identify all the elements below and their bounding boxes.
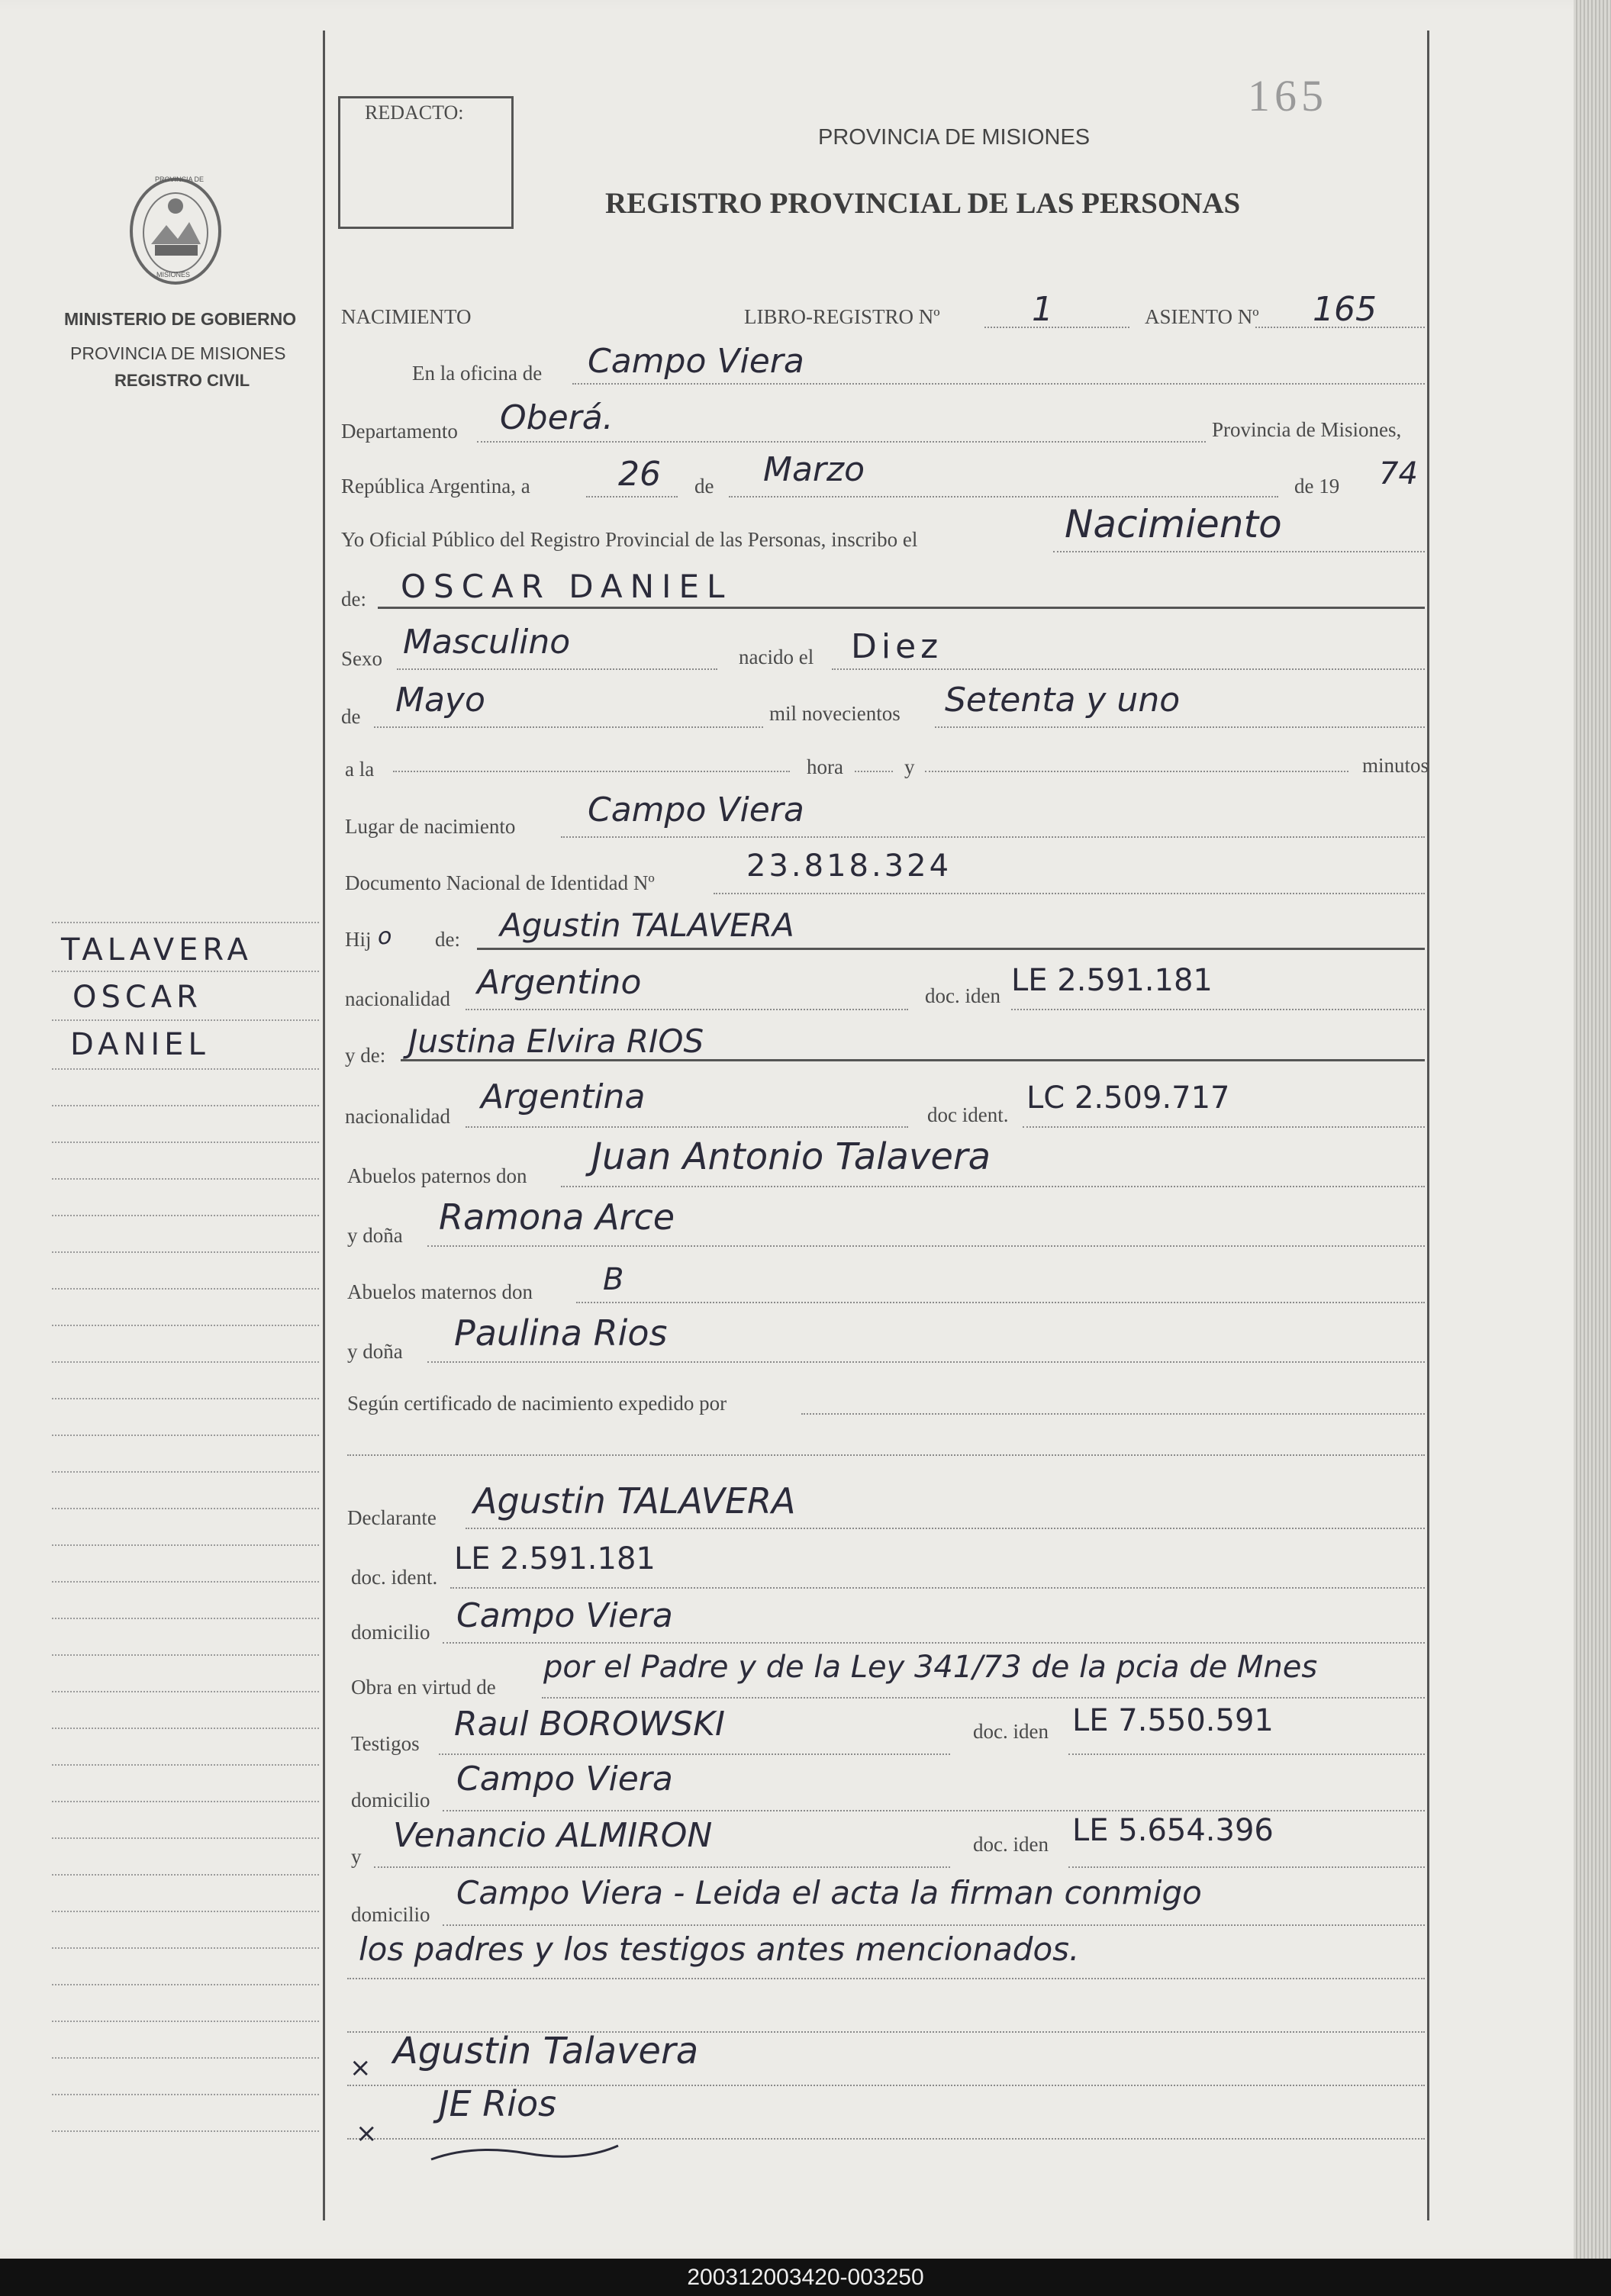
tipo-value: Nacimiento [1065,502,1282,546]
dotted-line [347,1454,1425,1456]
dotted-line [374,1866,950,1868]
dotted-line [443,1810,1425,1811]
dotted-line [561,1186,1425,1187]
label-a-la: a la [345,758,375,781]
dotted-line [572,383,1425,385]
page-edge [1574,0,1611,2259]
dotted-line [714,893,1425,894]
label-nacionalidad-madre: nacionalidad [345,1105,450,1128]
dotted-line [466,1009,908,1010]
margin-line [52,1654,319,1656]
padre-value: Agustin TALAVERA [500,906,794,944]
margin-line [52,1142,319,1143]
label-y: y [904,755,915,778]
padre-nac-value: Argentino [477,963,642,1002]
lugar-value: Campo Viera [588,791,804,829]
label-dni: Documento Nacional de Identidad Nº [345,871,655,894]
dotted-line [561,836,1425,838]
margin-line [52,1361,319,1363]
dotted-line [935,726,1425,728]
left-rule [323,31,325,2220]
dotted-line [586,496,678,498]
margin-line [52,1801,319,1802]
label-yo-oficial: Yo Oficial Público del Registro Provincial de las Personas, inscribo el [341,528,918,551]
image-id-footer: 200312003420-003250 [0,2259,1611,2296]
margin-line [52,1581,319,1583]
label-obra: Obra en virtud de [351,1676,496,1699]
label-domicilio-testigo2: domicilio [351,1903,430,1926]
asiento-value: 165 [1313,290,1377,329]
dotted-line [832,668,1425,670]
abuela-mat-value: Paulina Rios [454,1312,668,1354]
label-abuelos-maternos: Abuelos maternos don [347,1280,533,1303]
label-domicilio-declarante: domicilio [351,1621,430,1644]
dotted-line [1068,1866,1425,1868]
dotted-line [542,1697,1425,1699]
dotted-line [477,441,1206,443]
dotted-line [393,771,790,772]
label-hijo-de: de: [435,928,460,951]
margin-line [52,971,319,972]
dotted-line [450,1587,1425,1589]
dotted-line [439,1753,950,1755]
madre-doc-value: LC 2.509.717 [1026,1080,1230,1116]
mes-value: Marzo [763,450,865,489]
margin-line [52,2130,319,2132]
margin-note-1: TALAVERA [61,932,253,968]
dotted-line [855,771,893,772]
ministry-line3: REGISTRO CIVIL [114,371,250,390]
testigo1-value: Raul BOROWSKI [454,1705,725,1744]
label-provincia: Provincia de Misiones, [1212,418,1402,441]
margin-line [52,1837,319,1839]
declarante-value: Agustin TALAVERA [473,1480,796,1522]
anio-value: 74 [1379,456,1418,491]
dotted-line [1023,1126,1425,1128]
dotted-line [1011,1009,1425,1010]
margin-line [52,1398,319,1399]
margin-line [52,1508,319,1509]
dni-value: 23.818.324 [746,849,952,884]
margin-line [52,1215,319,1216]
signature-stroke [427,2137,626,2167]
margin-line [52,2021,319,2022]
label-doc-iden-testigo2: doc. iden [973,1833,1049,1856]
ministry-line2: PROVINCIA DE MISIONES [70,343,286,363]
label-nacimiento: NACIMIENTO [341,305,472,328]
departamento-value: Oberá. [500,398,614,437]
seal-text-top: PROVINCIA DE [155,176,205,183]
label-republica: República Argentina, a [341,475,530,498]
dotted-line [984,327,1129,328]
label-asiento: ASIENTO Nº [1145,305,1259,328]
madre-value: Justina Elvira RIOS [408,1022,704,1060]
right-rule [1427,31,1429,2220]
signature-father: Agustin Talavera [393,2030,699,2072]
margin-line [52,1178,319,1180]
sexo-value: Masculino [403,623,571,662]
label-oficina: En la oficina de [412,362,543,385]
label-de-nacido-mes: de [341,705,361,728]
margin-line [52,1325,319,1326]
margin-line [52,1764,319,1766]
dotted-line [729,496,1278,498]
abuelo-mat-value: B [603,1262,624,1297]
signature-mother: JE Rios [439,2083,557,2124]
abuela-pat-value: Ramona Arce [439,1196,675,1238]
testigo2-dom-value: Campo Viera - Leida el acta la firman conmigo [456,1874,1202,1911]
header-province: PROVINCIA DE MISIONES [818,125,1091,150]
page-number: 165 [1248,71,1328,121]
dotted-line [397,668,717,670]
label-departamento: Departamento [341,420,458,443]
margin-line [52,1251,319,1253]
margin-line [52,1471,319,1473]
abuelo-pat-value: Juan Antonio Talavera [591,1135,991,1178]
madre-nac-value: Argentina [481,1077,646,1116]
label-hora: hora [807,755,843,778]
dotted-line [925,771,1348,772]
dia-value: 26 [618,455,661,494]
nacido-dia-value: Diez [851,627,943,666]
dotted-line [443,1924,1425,1926]
dotted-line [1053,551,1425,552]
margin-line [52,1728,319,1729]
dotted-line [347,1978,1425,1979]
label-de-anio: de 19 [1294,475,1340,498]
underline [378,607,1425,609]
label-hijo: Hij [345,928,372,951]
label-segun: Según certificado de nacimiento expedido por [347,1392,727,1415]
underline [477,948,1425,950]
margin-line [52,1874,319,1876]
label-abuelos-paternos: Abuelos paternos don [347,1164,527,1187]
margin-line [52,922,319,923]
nacido-anio-value: Setenta y uno [945,681,1181,720]
label-testigos: Testigos [351,1732,420,1755]
testigo2-value: Venancio ALMIRON [393,1816,713,1855]
declarante-doc-value: LE 2.591.181 [454,1541,656,1576]
margin-line [52,1691,319,1692]
margin-line [52,1068,319,1070]
label-lugar: Lugar de nacimiento [345,815,516,838]
dotted-line [801,1413,1425,1415]
declarante-dom-value: Campo Viera [456,1596,673,1635]
label-doc-ident-declarante: doc. ident. [351,1566,438,1589]
label-declarante: Declarante [347,1506,437,1529]
dotted-line [1068,1753,1425,1755]
margin-line [52,2094,319,2095]
label-y-dona-pat: y doña [347,1224,403,1247]
margin-line [52,1288,319,1290]
dotted-line [466,1126,908,1128]
hijo-suffix: o [378,923,392,950]
margin-line [52,1911,319,1912]
margin-line [52,1984,319,1985]
label-doc-iden-padre: doc. iden [925,984,1000,1007]
margin-line [52,1105,319,1106]
testigo2-doc-value: LE 5.654.396 [1072,1813,1274,1848]
margin-line [52,2057,319,2059]
header-registry: REGISTRO PROVINCIAL DE LAS PERSONAS [605,187,1241,220]
label-de-mes: de [694,475,714,498]
ministry-seal-icon [124,172,227,286]
signature-mark-icon: × [356,2118,378,2149]
signature-mark-icon: × [350,2053,372,2083]
dotted-line [374,726,763,728]
label-libro: LIBRO-REGISTRO Nº [744,305,940,328]
label-doc-iden-testigo1: doc. iden [973,1720,1049,1743]
label-de-nombre: de: [341,588,366,610]
margin-line [52,1947,319,1949]
ministry-line1: MINISTERIO DE GOBIERNO [64,309,297,329]
redacto-box [338,96,514,229]
margin-line [52,1544,319,1546]
underline [401,1059,1425,1061]
dotted-line [427,1361,1425,1363]
margin-line [52,1019,319,1021]
dotted-line [576,1302,1425,1303]
margin-note-3: DANIEL [70,1027,210,1062]
oficina-value: Campo Viera [588,342,804,381]
obra-value: por el Padre y de la Ley 341/73 de la pcia de Mnes [543,1650,1318,1685]
label-sexo: Sexo [341,647,382,670]
padre-doc-value: LE 2.591.181 [1011,963,1213,998]
label-y-testigo2: y [351,1845,362,1868]
label-y-dona-mat: y doña [347,1340,403,1363]
nombre-value: OSCAR DANIEL [401,568,733,605]
label-doc-ident-madre: doc ident. [927,1103,1009,1126]
margin-note-2: OSCAR [72,980,202,1015]
libro-value: 1 [1032,290,1053,329]
label-minutos: minutos [1362,754,1429,777]
label-nacionalidad-padre: nacionalidad [345,987,450,1010]
label-nacido-el: nacido el [739,646,814,668]
label-domicilio-testigo1: domicilio [351,1789,430,1811]
testigo1-doc-value: LE 7.550.591 [1072,1703,1274,1738]
dotted-line [443,1642,1425,1644]
nacido-mes-value: Mayo [395,681,485,720]
redacto-label: REDACTO: [365,101,464,124]
label-mil-novecientos: mil novecientos [769,702,901,725]
testigo1-dom-value: Campo Viera [456,1760,673,1798]
dotted-line [427,1245,1425,1247]
margin-line [52,1618,319,1619]
cierre-value: los padres y los testigos antes mencionados. [359,1931,1080,1968]
label-y-de: y de: [345,1044,386,1067]
margin-line [52,1435,319,1436]
seal-text-bottom: MISIONES [156,271,191,279]
dotted-line [466,1528,1425,1529]
